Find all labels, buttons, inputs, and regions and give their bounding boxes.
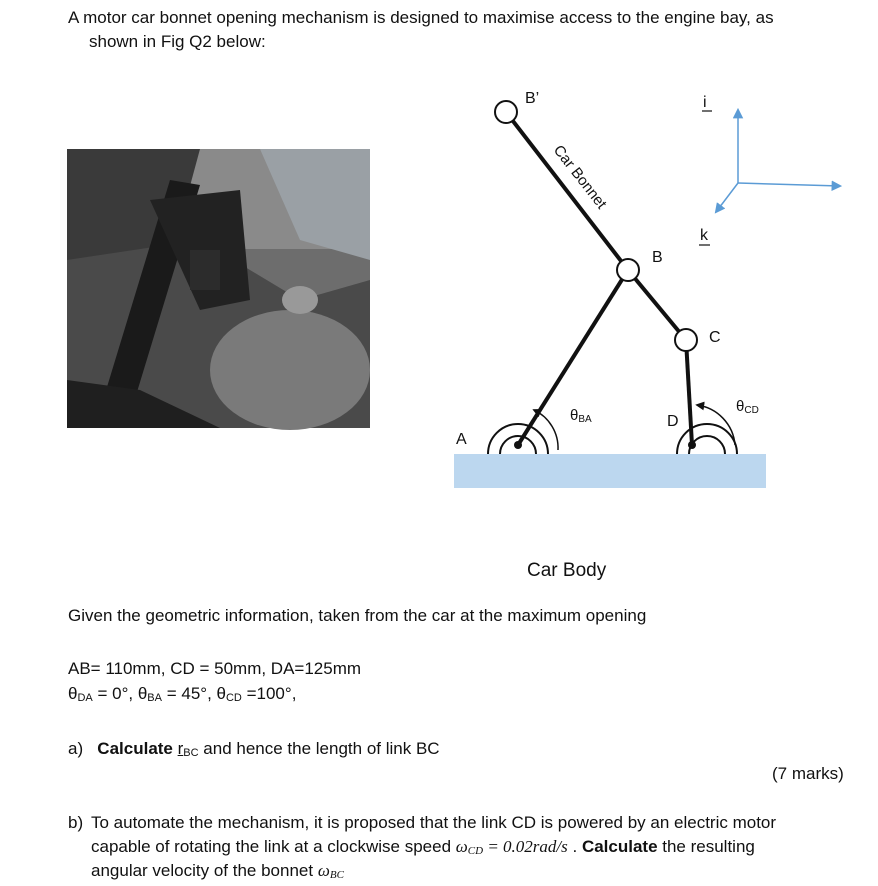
theta-da-sub: DA [77,692,93,704]
pivot-a [488,424,548,454]
question-b-line-2-pre: capable of rotating the link at a clockwise speed [91,837,456,856]
question-b-dot: . [567,837,582,856]
question-b-line-3 [91,860,344,886]
data-line-1: AB= 110mm, CD = 50mm, DA=125mm [68,659,362,678]
intro-line-1: A motor car bonnet opening mechanism is designed to maximise access to the engine bay, as [68,8,774,27]
label-car-body: Car Body [527,560,607,581]
question-b-label: b) [68,813,84,832]
car-body-block [454,454,766,488]
marks: (7 marks) [772,764,844,783]
label-d: D [667,413,679,430]
label-i-vector: i [703,94,707,111]
pivot-d [677,424,737,454]
label-theta-ba [570,407,592,425]
question-b-line-1: To automate the mechanism, it is proposed that the link CD is powered by an electric motor [91,813,777,832]
label-b-prime: B’ [525,90,540,107]
theta-ba-value: = 45°, [161,684,217,703]
question-a-bold: Calculate [97,739,173,758]
label-k-vector: k [700,227,708,244]
question-a-label: a) [68,739,84,758]
link-bc [628,270,686,340]
data-line-2 [68,683,296,709]
theta-cd-sub: CD [225,692,242,704]
label-b: B [652,249,663,266]
question-a [68,738,440,764]
theta-symbol: θ [68,684,78,703]
question-a-rest: and hence the length of link BC [198,739,440,758]
label-car-bonnet: Car Bonnet [549,141,610,213]
omega-cd-sub: CD [467,845,484,857]
theta-symbol: θ [570,407,579,424]
question-b-line-2 [91,836,755,862]
theta-symbol: θ [137,684,148,703]
theta-cd-value: =100°, [241,684,297,703]
label-a: A [456,431,467,448]
coordinate-axes [716,110,840,212]
theta-symbol: θ [216,684,226,703]
question-b-bold: Calculate [581,837,658,856]
question-b-line-3-pre: angular velocity of the bonnet [91,861,318,880]
theta-ba-sub: BA [147,692,162,704]
joint-b [617,259,639,281]
omega-bc-sub: BC [329,869,344,881]
theta-ba-sub: BA [578,414,592,425]
omega-symbol: ω [317,861,330,880]
intro-line-2: shown in Fig Q2 below: [89,32,266,51]
label-c: C [709,329,721,346]
theta-cd-sub: CD [744,405,759,416]
omega-symbol: ω [455,837,468,856]
r-bc-sub: BC [183,747,199,759]
question-b-line-2-post: the resulting [657,837,755,856]
joint-c [675,329,697,351]
joint-b-prime [495,101,517,123]
theta-da-value: = 0°, [92,684,138,703]
theta-symbol: θ [736,398,745,415]
label-theta-cd [736,398,759,416]
given-text: Given the geometric information, taken from the car at the maximum opening [68,606,647,625]
photo [67,149,370,430]
bonnet-link [506,112,628,270]
r-symbol: r [177,739,184,758]
omega-cd-value: = 0.02rad/s [483,837,568,856]
